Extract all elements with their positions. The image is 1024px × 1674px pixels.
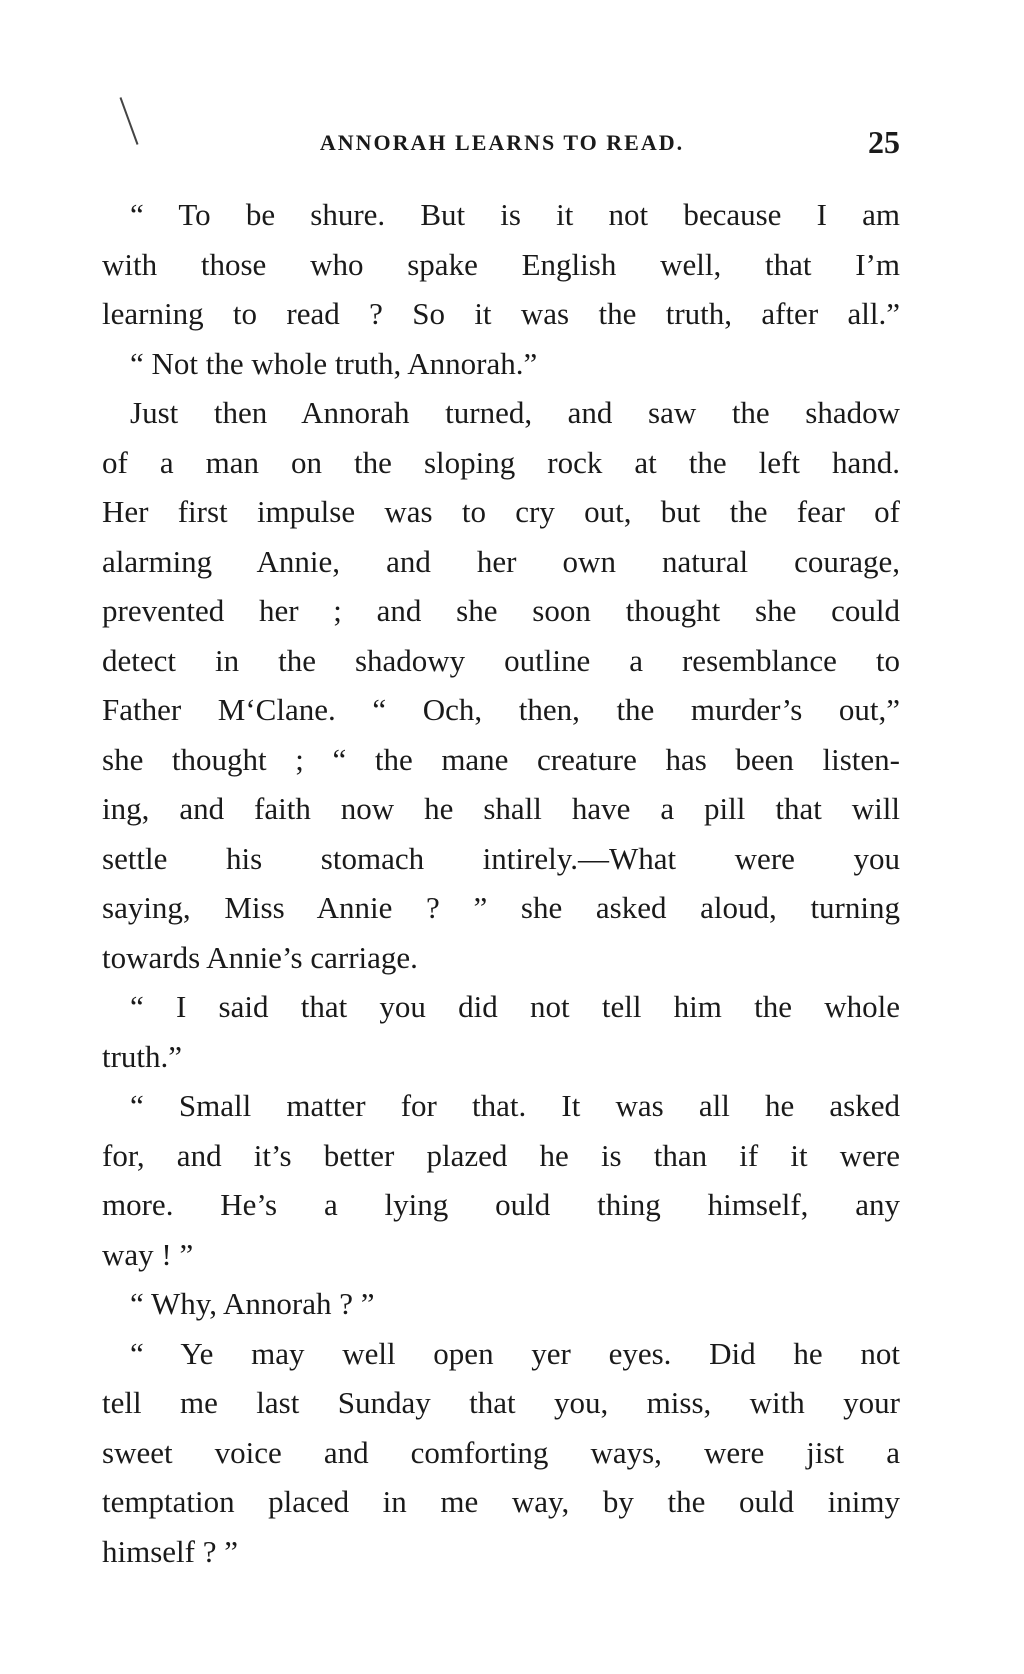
text-line: “ Not the whole truth, Annorah.”: [130, 345, 538, 381]
text-line: tell me last Sunday that you, miss, with your: [102, 1385, 900, 1420]
text-line: way ! ”: [102, 1236, 194, 1272]
text-line: prevented her ; and she soon thought she could: [102, 593, 900, 628]
text-line: detect in the shadowy outline a resemblance to: [102, 642, 900, 678]
text-line: saying, Miss Annie ? ” she asked aloud, turning: [102, 890, 900, 925]
text-line: “ Why, Annorah ? ”: [130, 1286, 375, 1321]
text-line: Just then Annorah turned, and saw the shadow: [130, 395, 900, 430]
text-line: truth.”: [102, 1038, 183, 1074]
text-line: “ Ye may well open yer eyes. Did he not: [130, 1335, 900, 1371]
text-line: of a man on the sloping rock at the left hand.: [102, 444, 900, 480]
text-line: learning to read ? So it was the truth, after all.”: [102, 296, 900, 331]
text-line: Her first impulse was to cry out, but the fear of: [102, 494, 900, 529]
text-line: ing, and faith now he shall have a pill that will: [102, 791, 900, 826]
text-line: with those who spake English well, that I’m: [102, 246, 900, 282]
running-head: [104, 124, 900, 164]
page-number: 25: [868, 124, 900, 160]
text-line: settle his stomach intirely.—What were you: [102, 840, 900, 876]
text-line: she thought ; “ the mane creature has been listen-: [102, 741, 900, 777]
text-line: for, and it’s better plazed he is than if it were: [102, 1137, 900, 1173]
text-line: sweet voice and comforting ways, were jist a: [102, 1434, 900, 1470]
text-line: alarming Annie, and her own natural courage,: [102, 543, 900, 579]
text-line: “ I said that you did not tell him the whole: [130, 989, 900, 1024]
running-title: ANNORAH LEARNS TO READ.: [319, 130, 685, 155]
text-line: himself ? ”: [102, 1533, 239, 1569]
text-line: “ To be shure. But is it not because I am: [130, 197, 900, 232]
text-line: towards Annie’s carriage.: [102, 939, 418, 975]
text-line: temptation placed in me way, by the ould inimy: [102, 1484, 900, 1519]
text-line: “ Small matter for that. It was all he asked: [130, 1088, 900, 1123]
text-line: Father M‘Clane. “ Och, then, the murder’s out,”: [102, 692, 900, 727]
body-text: [102, 190, 900, 1576]
text-line: more. He’s a lying ould thing himself, any: [102, 1187, 900, 1222]
